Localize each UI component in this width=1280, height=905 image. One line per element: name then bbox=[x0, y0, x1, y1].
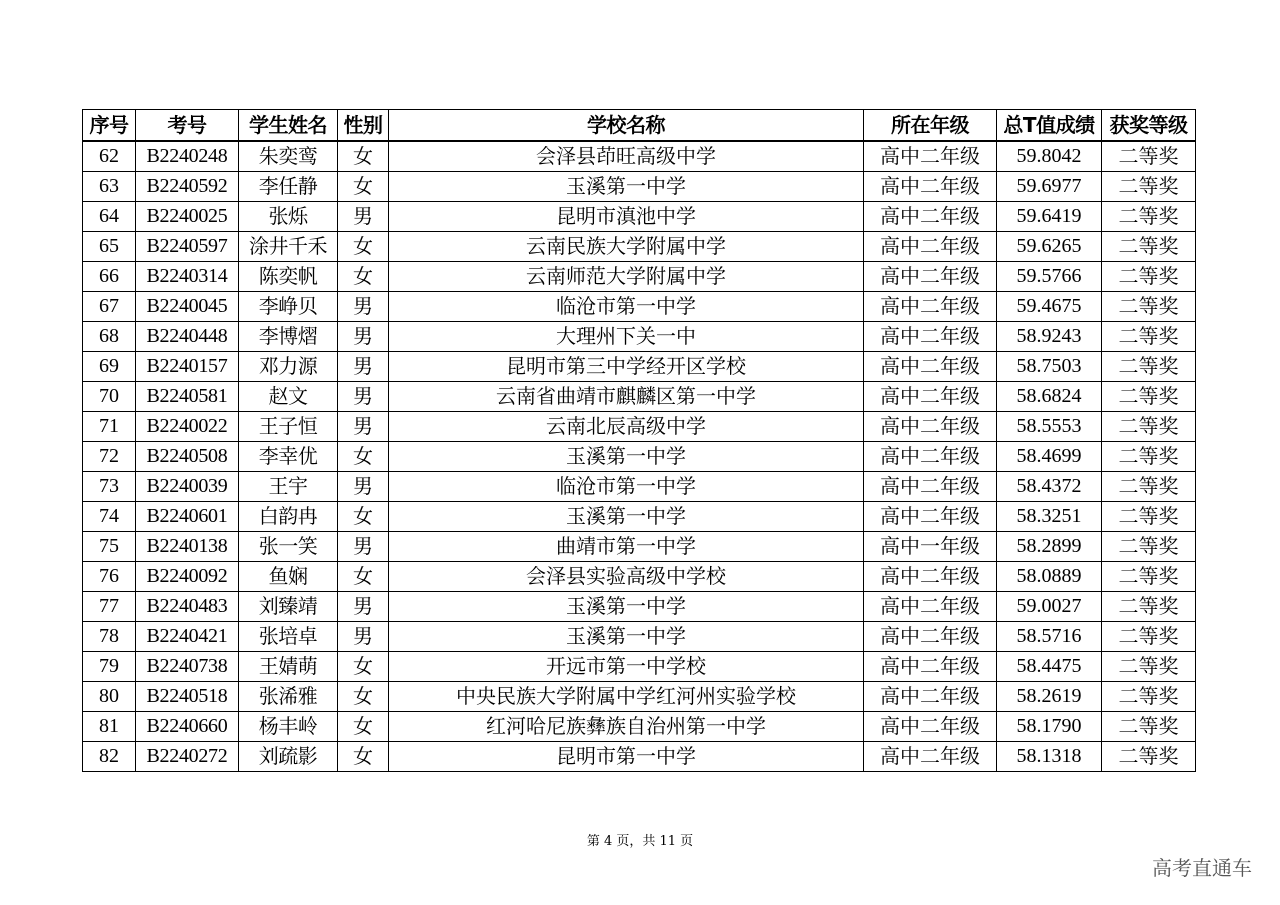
cell-student-name: 邓力源 bbox=[239, 352, 338, 382]
cell-student-name: 张浠雅 bbox=[239, 682, 338, 712]
cell-seq: 73 bbox=[83, 472, 136, 502]
cell-gender: 女 bbox=[338, 502, 389, 532]
watermark: 高考直通车 bbox=[1152, 856, 1252, 880]
cell-seq: 66 bbox=[83, 262, 136, 292]
cell-seq: 80 bbox=[83, 682, 136, 712]
cell-school: 会泽县实验高级中学校 bbox=[389, 562, 864, 592]
page-indicator: 第 4 页，共 11 页 bbox=[586, 834, 694, 849]
cell-award: 二等奖 bbox=[1102, 592, 1196, 622]
cell-exam-no: B2240518 bbox=[136, 682, 239, 712]
table-body bbox=[83, 141, 1196, 772]
cell-school: 云南省曲靖市麒麟区第一中学 bbox=[389, 382, 864, 412]
cell-school: 玉溪第一中学 bbox=[389, 172, 864, 202]
cell-exam-no: B2240045 bbox=[136, 292, 239, 322]
cell-score: 59.6419 bbox=[997, 202, 1102, 232]
cell-exam-no: B2240314 bbox=[136, 262, 239, 292]
cell-gender: 男 bbox=[338, 292, 389, 322]
cell-award: 二等奖 bbox=[1102, 562, 1196, 592]
cell-school: 临沧市第一中学 bbox=[389, 292, 864, 322]
cell-student-name: 张培卓 bbox=[239, 622, 338, 652]
table-row bbox=[83, 592, 1196, 622]
cell-gender: 女 bbox=[338, 442, 389, 472]
cell-student-name: 王宇 bbox=[239, 472, 338, 502]
cell-seq: 64 bbox=[83, 202, 136, 232]
cell-exam-no: B2240022 bbox=[136, 412, 239, 442]
cell-score: 59.6977 bbox=[997, 172, 1102, 202]
cell-student-name: 张一笑 bbox=[239, 532, 338, 562]
cell-grade: 高中二年级 bbox=[864, 502, 997, 532]
cell-student-name: 朱奕鸾 bbox=[239, 141, 338, 172]
cell-seq: 63 bbox=[83, 172, 136, 202]
cell-student-name: 李博熠 bbox=[239, 322, 338, 352]
cell-gender: 男 bbox=[338, 532, 389, 562]
table-row bbox=[83, 652, 1196, 682]
cell-grade: 高中二年级 bbox=[864, 562, 997, 592]
cell-grade: 高中一年级 bbox=[864, 532, 997, 562]
cell-seq: 77 bbox=[83, 592, 136, 622]
table-row bbox=[83, 502, 1196, 532]
cell-gender: 男 bbox=[338, 322, 389, 352]
cell-school: 红河哈尼族彝族自治州第一中学 bbox=[389, 712, 864, 742]
cell-award: 二等奖 bbox=[1102, 352, 1196, 382]
cell-student-name: 王婧萌 bbox=[239, 652, 338, 682]
cell-student-name: 涂井千禾 bbox=[239, 232, 338, 262]
cell-student-name: 白韵冉 bbox=[239, 502, 338, 532]
cell-score: 58.1790 bbox=[997, 712, 1102, 742]
cell-seq: 72 bbox=[83, 442, 136, 472]
cell-gender: 女 bbox=[338, 262, 389, 292]
cell-gender: 男 bbox=[338, 352, 389, 382]
cell-grade: 高中二年级 bbox=[864, 232, 997, 262]
cell-score: 59.5766 bbox=[997, 262, 1102, 292]
table-row bbox=[83, 622, 1196, 652]
cell-school: 昆明市第一中学 bbox=[389, 742, 864, 772]
table-row bbox=[83, 292, 1196, 322]
cell-award: 二等奖 bbox=[1102, 502, 1196, 532]
header-seq: 序号 bbox=[83, 110, 136, 142]
header-gender: 性别 bbox=[338, 110, 389, 142]
cell-award: 二等奖 bbox=[1102, 652, 1196, 682]
cell-score: 58.2899 bbox=[997, 532, 1102, 562]
table-row bbox=[83, 562, 1196, 592]
cell-award: 二等奖 bbox=[1102, 412, 1196, 442]
cell-score: 58.4699 bbox=[997, 442, 1102, 472]
cell-school: 昆明市第三中学经开区学校 bbox=[389, 352, 864, 382]
cell-seq: 81 bbox=[83, 712, 136, 742]
cell-score: 58.2619 bbox=[997, 682, 1102, 712]
cell-school: 玉溪第一中学 bbox=[389, 622, 864, 652]
cell-award: 二等奖 bbox=[1102, 442, 1196, 472]
cell-grade: 高中二年级 bbox=[864, 442, 997, 472]
cell-school: 云南北辰高级中学 bbox=[389, 412, 864, 442]
cell-exam-no: B2240581 bbox=[136, 382, 239, 412]
cell-seq: 62 bbox=[83, 141, 136, 172]
cell-grade: 高中二年级 bbox=[864, 742, 997, 772]
cell-exam-no: B2240483 bbox=[136, 592, 239, 622]
cell-award: 二等奖 bbox=[1102, 712, 1196, 742]
header-score: 总T值成绩 bbox=[997, 110, 1102, 142]
cell-exam-no: B2240157 bbox=[136, 352, 239, 382]
cell-gender: 女 bbox=[338, 652, 389, 682]
cell-seq: 76 bbox=[83, 562, 136, 592]
cell-grade: 高中二年级 bbox=[864, 622, 997, 652]
cell-seq: 71 bbox=[83, 412, 136, 442]
cell-award: 二等奖 bbox=[1102, 622, 1196, 652]
cell-gender: 男 bbox=[338, 202, 389, 232]
header-award: 获奖等级 bbox=[1102, 110, 1196, 142]
cell-score: 58.1318 bbox=[997, 742, 1102, 772]
cell-award: 二等奖 bbox=[1102, 322, 1196, 352]
table-row bbox=[83, 262, 1196, 292]
cell-grade: 高中二年级 bbox=[864, 472, 997, 502]
cell-score: 58.4372 bbox=[997, 472, 1102, 502]
cell-grade: 高中二年级 bbox=[864, 322, 997, 352]
cell-award: 二等奖 bbox=[1102, 742, 1196, 772]
cell-score: 58.3251 bbox=[997, 502, 1102, 532]
cell-exam-no: B2240138 bbox=[136, 532, 239, 562]
cell-grade: 高中二年级 bbox=[864, 382, 997, 412]
cell-exam-no: B2240039 bbox=[136, 472, 239, 502]
cell-student-name: 王子恒 bbox=[239, 412, 338, 442]
cell-grade: 高中二年级 bbox=[864, 141, 997, 172]
cell-exam-no: B2240508 bbox=[136, 442, 239, 472]
cell-score: 59.8042 bbox=[997, 141, 1102, 172]
table-row bbox=[83, 141, 1196, 172]
cell-seq: 82 bbox=[83, 742, 136, 772]
cell-score: 58.7503 bbox=[997, 352, 1102, 382]
cell-award: 二等奖 bbox=[1102, 262, 1196, 292]
cell-school: 曲靖市第一中学 bbox=[389, 532, 864, 562]
table-row bbox=[83, 382, 1196, 412]
cell-gender: 女 bbox=[338, 742, 389, 772]
cell-exam-no: B2240025 bbox=[136, 202, 239, 232]
cell-score: 58.4475 bbox=[997, 652, 1102, 682]
cell-award: 二等奖 bbox=[1102, 172, 1196, 202]
cell-exam-no: B2240597 bbox=[136, 232, 239, 262]
cell-exam-no: B2240660 bbox=[136, 712, 239, 742]
table-row bbox=[83, 172, 1196, 202]
cell-score: 58.5553 bbox=[997, 412, 1102, 442]
cell-student-name: 陈奕帆 bbox=[239, 262, 338, 292]
cell-grade: 高中二年级 bbox=[864, 652, 997, 682]
cell-award: 二等奖 bbox=[1102, 232, 1196, 262]
header-grade: 所在年级 bbox=[864, 110, 997, 142]
cell-exam-no: B2240248 bbox=[136, 141, 239, 172]
table-row bbox=[83, 712, 1196, 742]
cell-gender: 女 bbox=[338, 562, 389, 592]
table-row bbox=[83, 532, 1196, 562]
table-row bbox=[83, 742, 1196, 772]
cell-seq: 75 bbox=[83, 532, 136, 562]
cell-grade: 高中二年级 bbox=[864, 682, 997, 712]
cell-gender: 女 bbox=[338, 232, 389, 262]
cell-school: 中央民族大学附属中学红河州实验学校 bbox=[389, 682, 864, 712]
cell-school: 开远市第一中学校 bbox=[389, 652, 864, 682]
cell-grade: 高中二年级 bbox=[864, 592, 997, 622]
table-row bbox=[83, 322, 1196, 352]
table-row bbox=[83, 352, 1196, 382]
cell-student-name: 鱼娴 bbox=[239, 562, 338, 592]
cell-gender: 男 bbox=[338, 622, 389, 652]
cell-gender: 男 bbox=[338, 592, 389, 622]
cell-grade: 高中二年级 bbox=[864, 172, 997, 202]
cell-seq: 74 bbox=[83, 502, 136, 532]
cell-school: 云南民族大学附属中学 bbox=[389, 232, 864, 262]
cell-grade: 高中二年级 bbox=[864, 352, 997, 382]
cell-student-name: 李幸优 bbox=[239, 442, 338, 472]
cell-student-name: 刘疏影 bbox=[239, 742, 338, 772]
table-row bbox=[83, 202, 1196, 232]
cell-award: 二等奖 bbox=[1102, 382, 1196, 412]
cell-grade: 高中二年级 bbox=[864, 712, 997, 742]
results-table bbox=[82, 109, 1196, 772]
cell-school: 大理州下关一中 bbox=[389, 322, 864, 352]
cell-score: 59.4675 bbox=[997, 292, 1102, 322]
cell-student-name: 杨丰岭 bbox=[239, 712, 338, 742]
cell-award: 二等奖 bbox=[1102, 202, 1196, 232]
cell-score: 58.0889 bbox=[997, 562, 1102, 592]
cell-seq: 69 bbox=[83, 352, 136, 382]
cell-grade: 高中二年级 bbox=[864, 262, 997, 292]
cell-student-name: 李任静 bbox=[239, 172, 338, 202]
cell-gender: 女 bbox=[338, 172, 389, 202]
cell-school: 玉溪第一中学 bbox=[389, 442, 864, 472]
cell-gender: 女 bbox=[338, 682, 389, 712]
cell-school: 玉溪第一中学 bbox=[389, 592, 864, 622]
header-exam-no: 考号 bbox=[136, 110, 239, 142]
cell-award: 二等奖 bbox=[1102, 532, 1196, 562]
cell-exam-no: B2240448 bbox=[136, 322, 239, 352]
cell-award: 二等奖 bbox=[1102, 472, 1196, 502]
cell-seq: 67 bbox=[83, 292, 136, 322]
cell-grade: 高中二年级 bbox=[864, 412, 997, 442]
cell-gender: 男 bbox=[338, 412, 389, 442]
header-student-name: 学生姓名 bbox=[239, 110, 338, 142]
table-header-row bbox=[83, 110, 1196, 142]
cell-school: 云南师范大学附属中学 bbox=[389, 262, 864, 292]
cell-exam-no: B2240092 bbox=[136, 562, 239, 592]
cell-exam-no: B2240592 bbox=[136, 172, 239, 202]
cell-exam-no: B2240738 bbox=[136, 652, 239, 682]
cell-score: 58.5716 bbox=[997, 622, 1102, 652]
cell-gender: 女 bbox=[338, 712, 389, 742]
cell-grade: 高中二年级 bbox=[864, 202, 997, 232]
cell-score: 59.0027 bbox=[997, 592, 1102, 622]
cell-gender: 男 bbox=[338, 472, 389, 502]
cell-award: 二等奖 bbox=[1102, 141, 1196, 172]
cell-exam-no: B2240272 bbox=[136, 742, 239, 772]
cell-grade: 高中二年级 bbox=[864, 292, 997, 322]
cell-student-name: 赵文 bbox=[239, 382, 338, 412]
cell-seq: 65 bbox=[83, 232, 136, 262]
cell-exam-no: B2240601 bbox=[136, 502, 239, 532]
cell-score: 58.6824 bbox=[997, 382, 1102, 412]
table-row bbox=[83, 682, 1196, 712]
cell-gender: 男 bbox=[338, 382, 389, 412]
cell-exam-no: B2240421 bbox=[136, 622, 239, 652]
table-row bbox=[83, 442, 1196, 472]
cell-school: 昆明市滇池中学 bbox=[389, 202, 864, 232]
cell-score: 58.9243 bbox=[997, 322, 1102, 352]
cell-student-name: 刘臻靖 bbox=[239, 592, 338, 622]
cell-seq: 68 bbox=[83, 322, 136, 352]
table-row bbox=[83, 472, 1196, 502]
table-row bbox=[83, 232, 1196, 262]
cell-gender: 女 bbox=[338, 141, 389, 172]
cell-score: 59.6265 bbox=[997, 232, 1102, 262]
cell-school: 会泽县茚旺高级中学 bbox=[389, 141, 864, 172]
cell-award: 二等奖 bbox=[1102, 682, 1196, 712]
cell-student-name: 张烁 bbox=[239, 202, 338, 232]
cell-school: 玉溪第一中学 bbox=[389, 502, 864, 532]
cell-seq: 79 bbox=[83, 652, 136, 682]
cell-award: 二等奖 bbox=[1102, 292, 1196, 322]
cell-student-name: 李峥贝 bbox=[239, 292, 338, 322]
cell-seq: 70 bbox=[83, 382, 136, 412]
cell-school: 临沧市第一中学 bbox=[389, 472, 864, 502]
header-school: 学校名称 bbox=[389, 110, 864, 142]
cell-seq: 78 bbox=[83, 622, 136, 652]
table-row bbox=[83, 412, 1196, 442]
